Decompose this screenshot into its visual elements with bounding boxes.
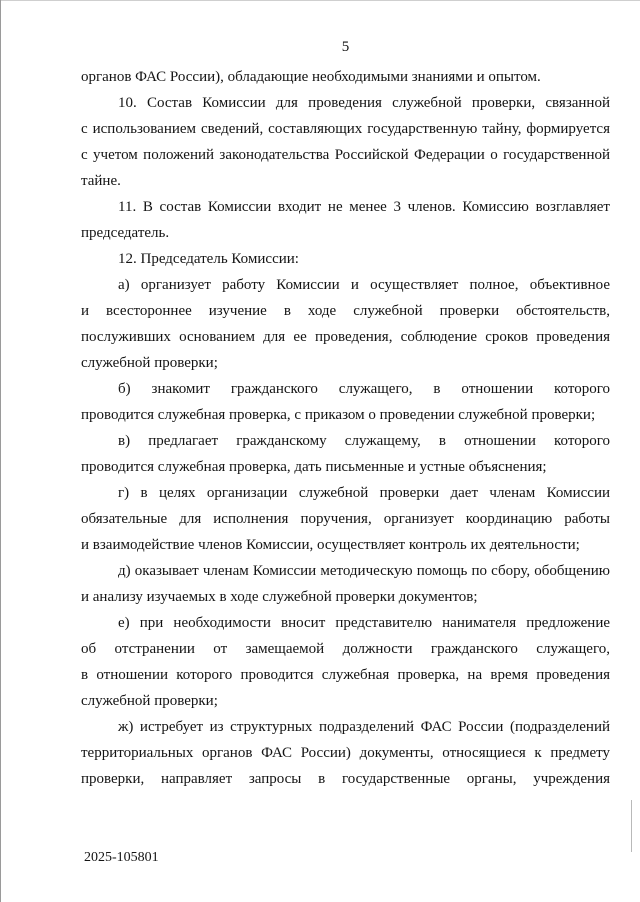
text-line: е) при необходимости вносит представителю нанимателя предложение <box>118 615 610 631</box>
text-line: а) организует работу Комиссии и осуществляет полное, объективное <box>118 277 610 293</box>
text-line: и всестороннее изучение в ходе служебной проверки обстоятельств, <box>81 303 610 319</box>
clause-12-zh <box>81 714 610 792</box>
page-number: 5 <box>341 39 350 55</box>
text-line: обязательные для исполнения поручения, организует координацию работы <box>81 511 610 527</box>
text-line: и анализу изучаемых в ходе служебной проверки документов; <box>81 589 478 605</box>
document-number: 2025-105801 <box>84 850 159 865</box>
text-line: тайне. <box>81 173 121 189</box>
text-line: с учетом положений законодательства Российской Федерации о государственной <box>81 147 610 163</box>
text-line: проводится служебная проверка, с приказом о проведении служебной проверки; <box>81 407 596 423</box>
text-line: в) предлагает гражданскому служащему, в отношении которого <box>118 433 610 449</box>
text-line: в отношении которого проводится служебная проверка, на время проведения <box>81 667 610 683</box>
document-body <box>81 64 610 792</box>
clause-12-a <box>81 272 610 376</box>
text-line: и взаимодействие членов Комиссии, осуществляет контроль их деятельности; <box>81 537 580 553</box>
text-line: б) знакомит гражданского служащего, в отношении которого <box>118 381 610 397</box>
clause-12-v <box>81 428 610 480</box>
text-line: 11. В состав Комиссии входит не менее 3 членов. Комиссию возглавляет <box>118 199 610 215</box>
clause-12-g <box>81 480 610 558</box>
text-line: с использованием сведений, составляющих государственную тайну, формируется <box>81 121 610 137</box>
text-line: органов ФАС России), обладающие необходимыми знаниями и опытом. <box>81 69 541 85</box>
text-line: проверки, направляет запросы в государственные органы, учреждения <box>81 771 610 787</box>
text-line: послуживших основанием для ее проведения, соблюдение сроков проведения <box>81 329 610 345</box>
text-line: об отстранении от замещаемой должности гражданского служащего, <box>81 641 610 657</box>
scan-edge-mark <box>631 800 632 852</box>
text-line: проводится служебная проверка, дать письменные и устные объяснения; <box>81 459 547 475</box>
text-line: г) в целях организации служебной проверки дает членам Комиссии <box>118 485 610 501</box>
clause-11 <box>81 194 610 246</box>
clause-12-heading <box>81 246 610 272</box>
text-line: территориальных органов ФАС России) документы, относящиеся к предмету <box>81 745 610 761</box>
text-line: д) оказывает членам Комиссии методическую помощь по сбору, обобщению <box>118 563 610 579</box>
clause-10 <box>81 90 610 194</box>
text-line: председатель. <box>81 225 170 241</box>
text-line: служебной проверки; <box>81 693 218 709</box>
text-line: 12. Председатель Комиссии: <box>118 251 299 267</box>
text-line: ж) истребует из структурных подразделений ФАС России (подразделений <box>118 719 610 735</box>
clause-12-d <box>81 558 610 610</box>
text-line: 10. Состав Комиссии для проведения служебной проверки, связанной <box>118 95 610 111</box>
paragraph-continuation <box>81 64 610 90</box>
clause-12-b <box>81 376 610 428</box>
clause-12-e <box>81 610 610 714</box>
text-line: служебной проверки; <box>81 355 218 371</box>
